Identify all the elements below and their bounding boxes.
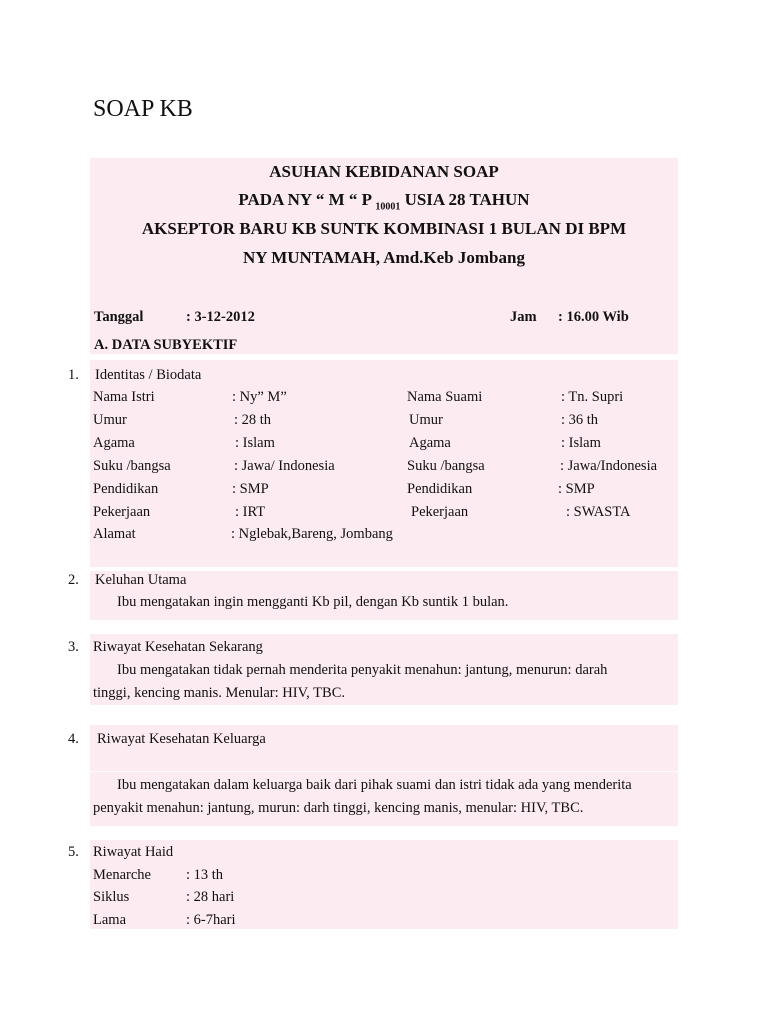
section-3-title: Riwayat Kesehatan Sekarang [93,639,263,655]
label-nama-istri: Nama Istri [93,389,155,405]
section-1-title: Identitas / Biodata [95,367,202,383]
jam-label: Jam [510,309,537,325]
header-line-2-post: USIA 28 TAHUN [400,190,530,209]
value-suku-suami: : Jawa/Indonesia [560,458,658,474]
tanggal-label: Tanggal [94,309,144,325]
tanggal-value: : 3-12-2012 [186,309,255,325]
value-umur-istri: : 28 th [234,412,272,428]
section-a-heading: A. DATA SUBYEKTIF [94,337,238,353]
value-pekerjaan-istri: : IRT [235,504,266,520]
value-siklus: : 28 hari [186,889,235,905]
section-2-title: Keluhan Utama [95,572,187,588]
section-5-number: 5. [68,844,79,860]
label-siklus: Siklus [93,889,130,905]
section-2-number: 2. [68,572,79,588]
label-alamat: Alamat [93,526,136,542]
label-lama: Lama [93,912,127,928]
label-umur-istri: Umur [93,412,127,428]
section-4-text-line-1: Ibu mengatakan dalam keluarga baik dari pihak suami dan istri tidak ada yang menderita [117,777,632,793]
section-4-text-line-2: penyakit menahun: jantung, murun: darh tinggi, kencing manis, menular: HIV, TBC. [93,800,584,816]
header-line-2-pre: PADA NY “ M “ P [238,190,376,209]
label-pekerjaan-suami: Pekerjaan [411,504,469,520]
jam-value: : 16.00 Wib [558,309,629,325]
value-nama-istri: : Ny” M” [232,389,287,405]
label-suku-istri: Suku /bangsa [93,458,171,474]
menstrual-history-block-background [90,840,678,929]
value-lama: : 6-7hari [186,912,236,928]
label-agama-istri: Agama [93,435,135,451]
label-pendidikan-suami: Pendidikan [407,481,473,497]
value-alamat: : Nglebak,Bareng, Jombang [231,526,393,542]
label-pekerjaan-istri: Pekerjaan [93,504,151,520]
value-menarche: : 13 th [186,867,224,883]
label-suku-suami: Suku /bangsa [407,458,485,474]
section-5-title: Riwayat Haid [93,844,174,860]
section-4-number: 4. [68,731,79,747]
label-umur-suami: Umur [409,412,443,428]
value-pekerjaan-suami: : SWASTA [566,504,631,520]
value-suku-istri: : Jawa/ Indonesia [234,458,335,474]
section-2-text: Ibu mengatakan ingin mengganti Kb pil, dengan Kb suntik 1 bulan. [117,594,509,610]
header-line-2-sub: 10001 [375,201,401,213]
value-agama-suami: : Islam [561,435,601,451]
section-1-number: 1. [68,367,79,383]
value-agama-istri: : Islam [235,435,275,451]
section-4-title: Riwayat Kesehatan Keluarga [97,731,266,747]
value-umur-suami: : 36 th [561,412,599,428]
header-line-4: NY MUNTAMAH, Amd.Keb Jombang [243,248,525,267]
label-pendidikan-istri: Pendidikan [93,481,159,497]
header-line-2 [90,190,678,212]
value-nama-suami: : Tn. Supri [561,389,624,405]
label-nama-suami: Nama Suami [407,389,483,405]
label-agama-suami: Agama [409,435,451,451]
value-pendidikan-istri: : SMP [232,481,269,497]
document-title: SOAP KB [93,96,193,122]
value-pendidikan-suami: : SMP [558,481,595,497]
header-line-3: AKSEPTOR BARU KB SUNTK KOMBINASI 1 BULAN DI BPM [141,219,627,238]
header-line-1: ASUHAN KEBIDANAN SOAP [269,162,499,181]
section-3-text-line-2: tinggi, kencing manis. Menular: HIV, TBC. [93,685,345,701]
label-menarche: Menarche [93,867,151,883]
section-3-text-line-1: Ibu mengatakan tidak pernah menderita penyakit menahun: jantung, menurun: darah [117,662,608,678]
section-3-number: 3. [68,639,79,655]
